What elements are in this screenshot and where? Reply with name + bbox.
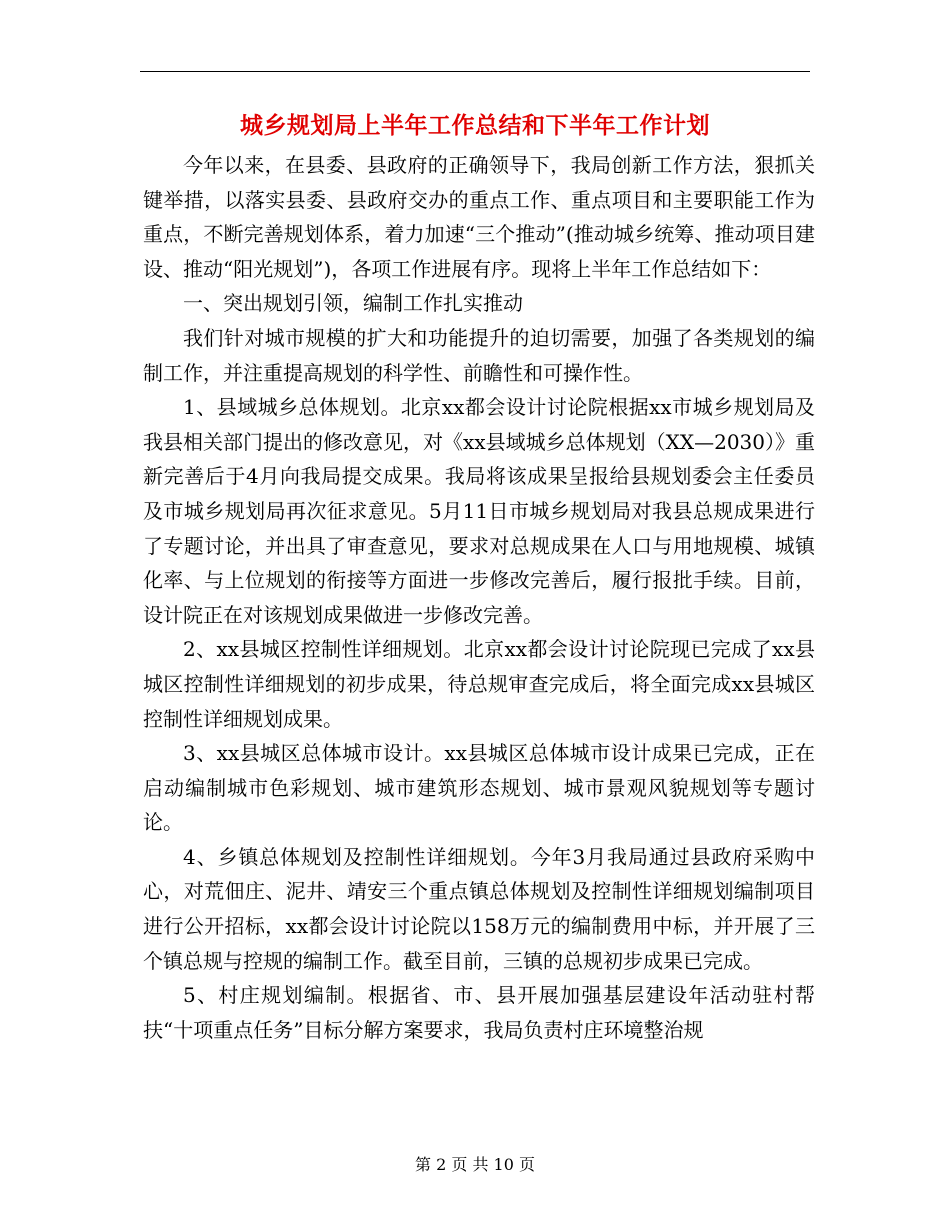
item-paragraph: 4、乡镇总体规划及控制性详细规划。今年3月我局通过县政府采购中心，对荒佃庄、泥井、靖安三个重点镇总体规划及控制性详细规划编制项目进行公开招标，xx都会设计讨论院以158万元的编制费用中标，并开展了三个镇总规与控规的编制工作。截至目前，三镇的总规初步成果已完成。 — [143, 844, 815, 973]
header-rule — [140, 71, 810, 72]
section-heading: 一、突出规划引领，编制工作扎实推动 — [183, 291, 523, 316]
item-paragraph: 1、县域城乡总体规划。北京xx都会设计讨论院根据xx市城乡规划局及我县相关部门提出的修改意见，对《xx县域城乡总体规划（XX—2030）》重新完善后于4月向我局提交成果。我局将该成果呈报给县规划委会主任委员及市城乡规划局再次征求意见。5月11日市城乡规划局对我县总规成果进行了专题讨论，并出具了审查意见，要求对总规成果在人口与用地规模、城镇化率、与上位规划的衔接等方面进一步修改完善后，履行报批手续。目前，设计院正在对该规划成果做进一步修改完善。 — [143, 395, 815, 627]
section-intro-paragraph: 我们针对城市规模的扩大和功能提升的迫切需要，加强了各类规划的编制工作，并注重提高规划的科学性、前瞻性和可操作性。 — [143, 325, 815, 385]
item-paragraph: 5、村庄规划编制。根据省、市、县开展加强基层建设年活动驻村帮扶“十项重点任务”目标分解方案要求，我局负责村庄环境整治规 — [143, 983, 815, 1042]
item-paragraph: 2、xx县城区控制性详细规划。北京xx都会设计讨论院现已完成了xx县城区控制性详细规划的初步成果，待总规审查完成后，将全面完成xx县城区控制性详细规划成果。 — [143, 637, 815, 731]
document-title: 城乡规划局上半年工作总结和下半年工作计划 — [240, 112, 710, 139]
intro-paragraph: 今年以来，在县委、县政府的正确领导下，我局创新工作方法，狠抓关键举措，以落实县委、县政府交办的重点工作、重点项目和主要职能工作为重点，不断完善规划体系，着力加速“三个推动”(推动城乡统筹、推动项目建设、推动“阳光规划”)，各项工作进展有序。现将上半年工作总结如下： — [143, 153, 815, 281]
page-number: 第 2 页 共 10 页 — [415, 1155, 535, 1174]
document-body — [143, 148, 815, 1047]
item-paragraph: 3、xx县城区总体城市设计。xx县城区总体城市设计成果已完成，正在启动编制城市色彩规划、城市建筑形态规划、城市景观风貌规划等专题讨论。 — [143, 741, 815, 835]
